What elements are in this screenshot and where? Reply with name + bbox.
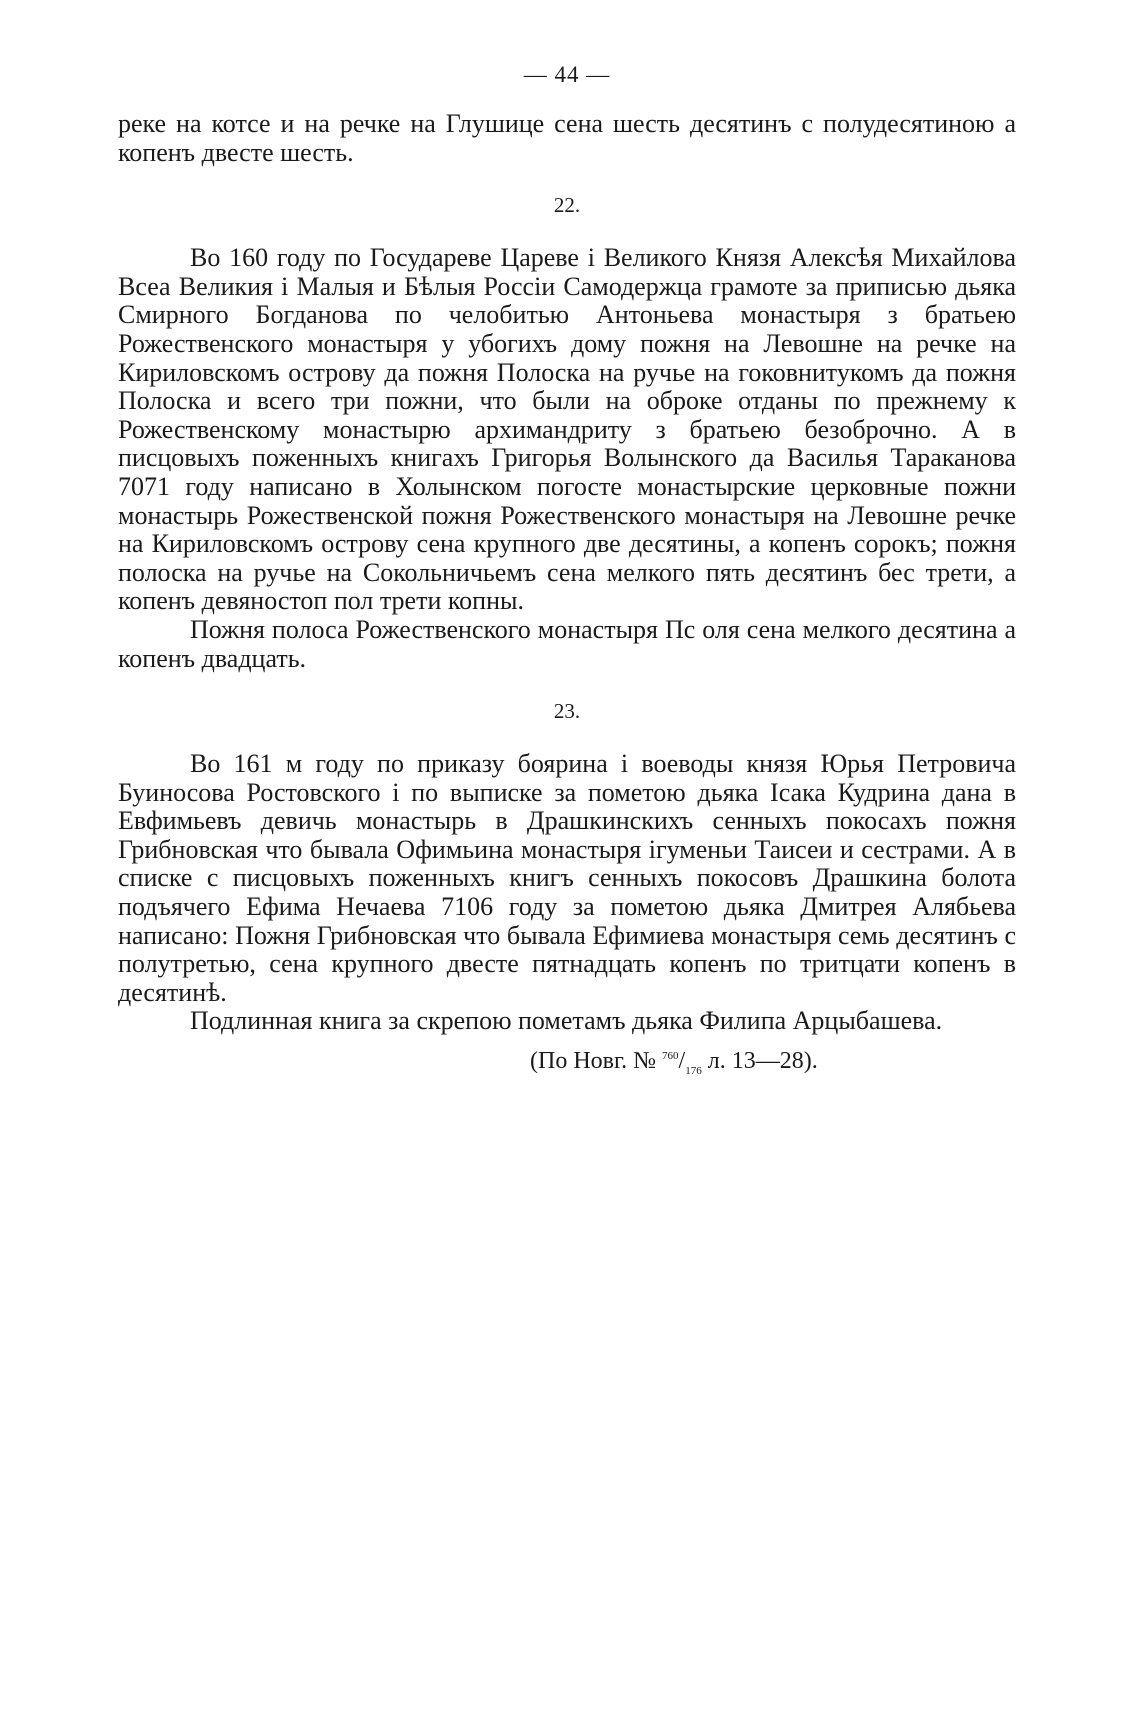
page-number: — 44 —	[523, 62, 611, 87]
document-page	[118, 62, 1016, 1085]
section-22-paragraph-2: Пожня полоса Рожественского монастыря Пс оля сена мелкого десятина а копенъ двадцать.	[118, 614, 1016, 673]
citation-suffix: л. 13—28).	[707, 1048, 818, 1075]
section-23-paragraph-1: Во 161 м году по приказу боярина і воеводы князя Юрья Петровича Буиносова Ростовского і по выписке за пометою дьяка Ісака Кудрина дана в Евфимьевъ девичь монастырь в Драшкинскихъ сенныхъ покосахъ пожня Грибновская что бывала Офимьина монастыря ігуменьи Таисеи и сестрами. А в списке с писцовыхъ поженныхъ книгъ сенныхъ покосовъ Драшкина болота подъячего Ефима Нечаева 7106 году за пометою дьяка Дмитрея Алябьева написано: Пожня Грибновская что бывала Ефимиева монастыря семь десятинъ с полутретью, сена крупного двесте пятнадцать копенъ по тритцати копенъ в десятинѣ.	[118, 749, 1016, 1007]
citation-sign: г. №	[614, 1048, 657, 1075]
section-22-paragraph-1: Во 160 году по Государеве Цареве і Великого Князя Алексѣя Михайлова Всеа Великия і Малыя и Бѣлыя Россіи Самодержца грамоте за приписью дьяка Смирного Богданова по челобитью Антоньева монастыря з братьею Рожественского монастыря у убогихъ дому пожня на Левошне на речке на Кириловскомъ острову да пожня Полоска на ручье на гоковнитукомъ да пожня Полоска и всего три пожни, что были на оброке отданы по прежнему к Рожественскому монастырю архимандриту з братьею безоброчно. А в писцовыхъ поженныхъ книгахъ Григорья Волынского да Василья Тараканова 7071 году написано в Холынском погосте монастырские церковные пожни монастырь Рожественской пожня Рожественского монастыря на Левошне речке на Кириловскомъ острову сена крупного две десятины, а копенъ сорокъ; пожня полоска на ручье на Сокольничьемъ сена мелкого пять десятинъ бес трети, а копенъ девяностоп пол трети копны.	[118, 243, 1016, 616]
citation-prefix: (По Нов	[530, 1048, 614, 1075]
citation-fraction-top: 760	[662, 1050, 679, 1063]
section-number-22: 22.	[553, 193, 581, 218]
source-citation: (По Новг. № $^{760}/_{176}$ л. 13—28).	[530, 1048, 818, 1077]
section-23-paragraph-2: Подлинная книга за скрепою пометамъ дьяка Филипа Арцыбашева.	[190, 1006, 943, 1036]
citation-fraction-bottom: 176	[685, 1064, 702, 1077]
intro-paragraph: реке на котсе и на речке на Глушице сена шесть десятинъ с полудесятиною а копенъ двесте шесть.	[118, 109, 1016, 167]
section-number-23: 23.	[553, 699, 581, 724]
